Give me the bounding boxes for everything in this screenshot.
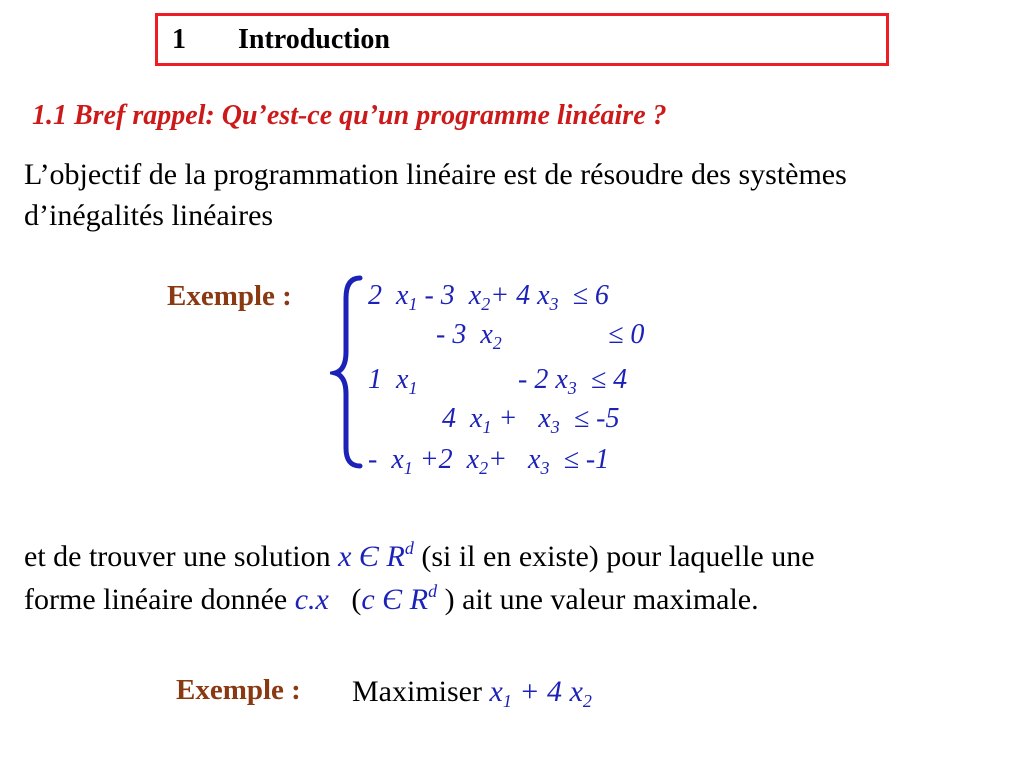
system-row-2-rel: ≤ 0 xyxy=(608,319,645,350)
subsection-title: 1.1 Bref rappel: Qu’est-ce qu’un programme linéaire ? xyxy=(32,100,667,131)
system-row-2: - 3 $x_2$ xyxy=(436,319,502,353)
system-row-3-right: - 2 $x_3 \le 4$ xyxy=(518,364,628,398)
section-title: Introduction xyxy=(238,24,390,55)
system-row-3-left: 1 $x_1$ xyxy=(368,364,418,398)
solution-line-2: forme linéaire donnée c.x (c Є $R^d$ ) ait une valeur maximale. xyxy=(24,581,759,616)
section-heading-box xyxy=(155,13,889,66)
maximize-expression: Maximiser $x_1 + 4$ $x_2$ xyxy=(352,675,592,711)
example-1-label: Exemple : xyxy=(167,280,292,312)
section-number: 1 xyxy=(172,24,186,55)
left-brace xyxy=(330,272,370,472)
intro-line-2: d’inégalités linéaires xyxy=(24,199,274,232)
system-row-5: - $x_1 +2$ $x_2+$ $x_3 \le -1$ xyxy=(368,444,610,478)
inequality-system xyxy=(330,272,690,478)
system-row-4: 4 $x_1$ + $x_3 \le -5$ xyxy=(442,403,620,437)
example-2-label: Exemple : xyxy=(176,674,301,706)
solution-line-1: et de trouver une solution x Є $R^d$ (si il en existe) pour laquelle une xyxy=(24,538,815,573)
system-row-1: 2 $x_1 - 3$ $x_2+ 4$ $x_3 \le 6$ xyxy=(368,280,609,314)
intro-line-1: L’objectif de la programmation linéaire est de résoudre des systèmes xyxy=(24,158,847,191)
